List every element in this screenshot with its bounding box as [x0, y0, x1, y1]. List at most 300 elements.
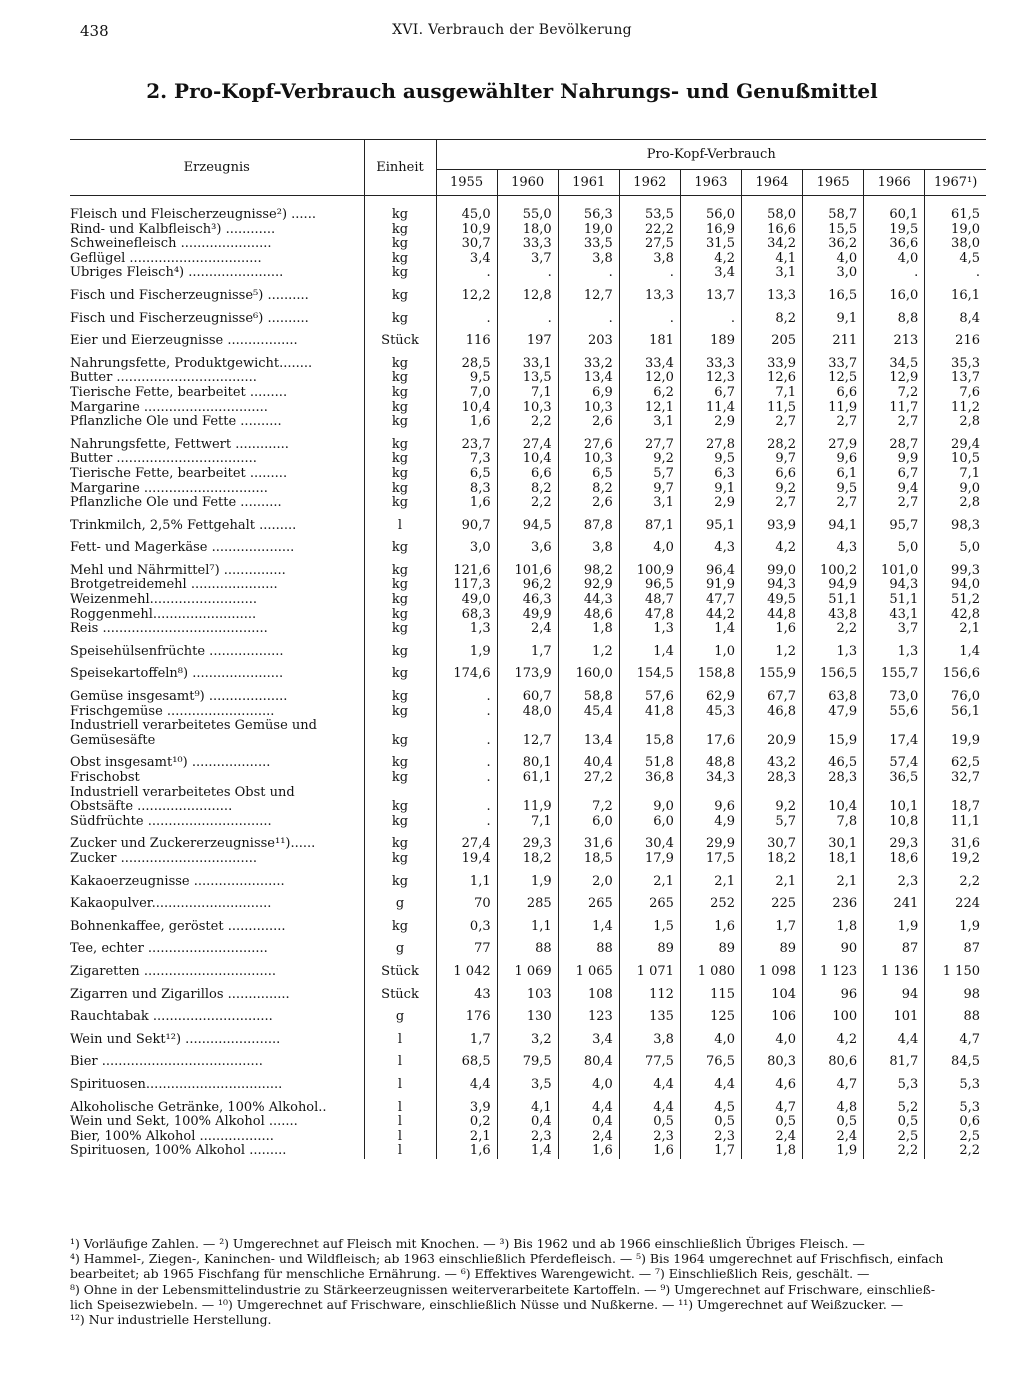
product-label: Pflanzliche Öle und Fette .......... [70, 496, 282, 511]
value-cell: 0,5 [803, 1115, 864, 1130]
value-cell: . [436, 800, 497, 815]
value-cell: 2,9 [680, 415, 741, 430]
value-cell: 62,5 [951, 755, 980, 771]
table-row [70, 1130, 986, 1145]
value-cell: . [558, 304, 619, 327]
product-label: Spirituosen................................. [70, 1076, 283, 1092]
value-cell: 1,5 [619, 912, 680, 935]
header-year: 1961 [558, 170, 619, 196]
value-cell: 92,9 [558, 578, 619, 593]
value-cell: 22,2 [619, 223, 680, 238]
product-label: Industriell verarbeitetes Gemüse und [70, 719, 317, 734]
value-cell: 1,4 [680, 622, 741, 637]
value-cell: 6,1 [803, 467, 864, 482]
value-cell: 94 [864, 980, 925, 1003]
value-cell: 55,6 [864, 705, 925, 720]
value-cell: 2,9 [680, 496, 741, 511]
value-cell: 116 [436, 326, 497, 349]
unit-cell [364, 719, 436, 734]
value-cell: 28,2 [741, 430, 802, 453]
value-cell: 36,6 [864, 237, 925, 252]
value-cell: 4,0 [558, 1070, 619, 1093]
value-cell: 94,9 [803, 578, 864, 593]
table-row [70, 371, 986, 386]
unit-cell: kg [364, 452, 436, 467]
value-cell: 10,4 [497, 452, 558, 467]
value-cell: 1,9 [497, 867, 558, 890]
table-row [70, 223, 986, 238]
value-cell: 28,7 [864, 430, 925, 453]
value-cell: 16,9 [680, 223, 741, 238]
value-cell: 18,1 [803, 852, 864, 867]
unit-cell: l [364, 1130, 436, 1145]
value-cell: 5,7 [619, 467, 680, 482]
table-row [70, 386, 986, 401]
value-cell: 58,8 [558, 682, 619, 705]
header-year: 1955 [436, 170, 497, 196]
product-label: Wein und Sekt¹²) ....................... [70, 1031, 281, 1047]
value-cell: 43 [436, 980, 497, 1003]
product-label: Margarine .............................. [70, 481, 268, 496]
product-label: Spirituosen, 100% Alkohol ......... [70, 1144, 287, 1159]
value-cell: 160,0 [558, 659, 619, 682]
unit-cell: kg [364, 608, 436, 623]
unit-cell: kg [364, 593, 436, 608]
value-cell: 15,8 [619, 734, 680, 749]
unit-cell: kg [364, 815, 436, 830]
value-cell: 5,0 [864, 533, 925, 556]
header-product: Erzeugnis [70, 140, 364, 196]
value-cell: 80,4 [558, 1047, 619, 1070]
value-cell: 1 069 [497, 957, 558, 980]
value-cell: 28,5 [436, 349, 497, 372]
value-cell: 12,7 [497, 734, 558, 749]
value-cell: 4,2 [803, 1025, 864, 1048]
unit-cell: g [364, 934, 436, 957]
value-cell: 3,4 [680, 266, 741, 281]
value-cell: 36,2 [803, 237, 864, 252]
value-cell: 34,2 [741, 237, 802, 252]
value-cell: 2,3 [864, 867, 925, 890]
product-label: Zucker ................................. [70, 851, 257, 866]
table-row [70, 815, 986, 830]
value-cell: 17,4 [864, 734, 925, 749]
product-label: Speisekartoffeln⁸) ...................... [70, 666, 284, 682]
value-cell: 94,0 [951, 578, 980, 593]
value-cell: 80,6 [803, 1047, 864, 1070]
product-label: Fisch und Fischerzeugnisse⁶) .......... [70, 310, 309, 326]
unit-cell: l [364, 1144, 436, 1159]
value-cell: 10,4 [803, 800, 864, 815]
footnote-line: ¹²) Nur industrielle Herstellung. [70, 1312, 272, 1328]
product-label: Bier ....................................... [70, 1054, 263, 1070]
value-cell: 13,7 [680, 281, 741, 304]
table-row [70, 771, 986, 786]
value-cell: 6,6 [497, 467, 558, 482]
value-cell: 4,2 [741, 533, 802, 556]
value-cell: 2,3 [619, 1130, 680, 1145]
product-label: Zucker und Zuckererzeugnisse¹¹)...... [70, 836, 316, 852]
product-label: Nahrungsfette, Produktgewicht........ [70, 355, 313, 371]
value-cell: 1,3 [436, 622, 497, 637]
value-cell: 1,6 [680, 912, 741, 935]
value-cell [558, 786, 619, 801]
product-label: Obst insgesamt¹⁰) ................... [70, 755, 271, 771]
value-cell: 101,6 [497, 556, 558, 579]
table-row [70, 934, 986, 957]
value-cell: 18,6 [864, 852, 925, 867]
value-cell: 43,1 [864, 608, 925, 623]
value-cell: 13,4 [558, 734, 619, 749]
product-label: Rauchtabak ............................. [70, 1009, 273, 1025]
value-cell: 44,3 [558, 593, 619, 608]
product-label: Tierische Fette, bearbeitet ......... [70, 466, 288, 481]
value-cell: 265 [619, 889, 680, 912]
value-cell: 3,4 [436, 252, 497, 267]
value-cell: 1 080 [680, 957, 741, 980]
value-cell: 3,7 [497, 252, 558, 267]
table-row [70, 1025, 986, 1048]
value-cell: 155,7 [864, 659, 925, 682]
table-row [70, 980, 986, 1003]
value-cell: 117,3 [436, 578, 497, 593]
value-cell: 57,4 [864, 748, 925, 771]
value-cell: 6,2 [619, 386, 680, 401]
value-cell: 7,1 [741, 386, 802, 401]
value-cell: 77 [436, 934, 497, 957]
value-cell: 44,8 [741, 608, 802, 623]
value-cell: 4,4 [864, 1025, 925, 1048]
table-row [70, 452, 986, 467]
unit-cell: kg [364, 852, 436, 867]
value-cell [925, 786, 986, 801]
product-label: Fett- und Magerkäse .................... [70, 540, 295, 556]
product-label: Obstsäfte ....................... [70, 800, 233, 815]
value-cell [864, 786, 925, 801]
value-cell: 15,5 [803, 223, 864, 238]
value-cell: 90,7 [436, 511, 497, 534]
value-cell: 10,9 [436, 223, 497, 238]
value-cell: 11,9 [803, 401, 864, 416]
value-cell: 3,1 [741, 266, 802, 281]
value-cell: 88 [963, 1009, 980, 1025]
value-cell: 4,1 [741, 252, 802, 267]
value-cell: . [436, 682, 497, 705]
value-cell: 12,9 [864, 371, 925, 386]
value-cell: 18,7 [951, 800, 980, 815]
value-cell: 181 [619, 326, 680, 349]
page-number: 438 [80, 22, 109, 40]
value-cell: 27,4 [497, 430, 558, 453]
value-cell: 87,8 [558, 511, 619, 534]
value-cell: 2,4 [558, 1130, 619, 1145]
value-cell: 51,8 [619, 748, 680, 771]
value-cell: 31,6 [558, 829, 619, 852]
value-cell: 2,7 [741, 496, 802, 511]
value-cell: 60,7 [497, 682, 558, 705]
value-cell: 1,8 [741, 1144, 802, 1159]
value-cell: 17,5 [680, 852, 741, 867]
value-cell: 33,7 [803, 349, 864, 372]
unit-cell: kg [364, 578, 436, 593]
value-cell: 252 [680, 889, 741, 912]
value-cell [680, 786, 741, 801]
value-cell: 27,2 [558, 771, 619, 786]
value-cell: 1 123 [803, 957, 864, 980]
value-cell: 51,2 [951, 593, 980, 608]
table-row [70, 734, 986, 749]
unit-cell: kg [364, 401, 436, 416]
value-cell: 19,0 [558, 223, 619, 238]
value-cell: 27,6 [558, 430, 619, 453]
value-cell: 44,2 [680, 608, 741, 623]
unit-cell: l [364, 511, 436, 534]
table-row [70, 252, 986, 267]
value-cell: 3,5 [497, 1070, 558, 1093]
value-cell: 98 [963, 986, 980, 1002]
unit-cell: kg [364, 415, 436, 430]
value-cell: 61,1 [497, 771, 558, 786]
header-year: 1963 [680, 170, 741, 196]
table-row [70, 1115, 986, 1130]
value-cell [803, 786, 864, 801]
value-cell: 19,0 [951, 222, 980, 237]
value-cell: 6,3 [680, 467, 741, 482]
value-cell: 112 [619, 980, 680, 1003]
value-cell: 51,1 [803, 593, 864, 608]
value-cell: 47,9 [803, 705, 864, 720]
value-cell: 1,4 [558, 912, 619, 935]
value-cell: 9,5 [436, 371, 497, 386]
value-cell: 0,5 [741, 1115, 802, 1130]
value-cell: 11,2 [951, 400, 980, 415]
value-cell: 23,7 [436, 430, 497, 453]
value-cell: 0,2 [436, 1115, 497, 1130]
value-cell: 3,8 [558, 252, 619, 267]
value-cell: 27,9 [803, 430, 864, 453]
value-cell: 10,8 [864, 815, 925, 830]
table-row [70, 682, 986, 705]
value-cell: 30,4 [619, 829, 680, 852]
table-row [70, 608, 986, 623]
value-cell: 100,9 [619, 556, 680, 579]
value-cell: 46,5 [803, 748, 864, 771]
value-cell: 33,4 [619, 349, 680, 372]
value-cell: 18,2 [741, 852, 802, 867]
value-cell: 2,1 [741, 867, 802, 890]
value-cell: 7,2 [864, 386, 925, 401]
value-cell: 5,0 [959, 540, 980, 556]
value-cell: 80,1 [497, 748, 558, 771]
value-cell: 13,3 [619, 281, 680, 304]
value-cell: 94,5 [497, 511, 558, 534]
product-label: Roggenmehl......................... [70, 607, 257, 622]
table-row [70, 637, 986, 660]
unit-cell: kg [364, 237, 436, 252]
value-cell: 1,2 [558, 637, 619, 660]
value-cell: 20,9 [741, 734, 802, 749]
product-label: Alkoholische Getränke, 100% Alkohol.. [70, 1099, 327, 1115]
value-cell: 155,9 [741, 659, 802, 682]
value-cell: 53,5 [619, 196, 680, 223]
unit-cell: l [364, 1070, 436, 1093]
value-cell: 6,6 [803, 386, 864, 401]
unit-cell: Stück [364, 980, 436, 1003]
unit-cell: kg [364, 705, 436, 720]
value-cell: 45,4 [558, 705, 619, 720]
value-cell: 7,8 [803, 815, 864, 830]
product-label: Frischgemüse .......................... [70, 704, 275, 719]
value-cell: 27,7 [619, 430, 680, 453]
value-cell: 16,1 [951, 287, 980, 303]
value-cell: 33,1 [497, 349, 558, 372]
footnotes [70, 1236, 986, 1327]
table-row [70, 912, 986, 935]
unit-cell: kg [364, 304, 436, 327]
value-cell: 2,2 [497, 496, 558, 511]
product-label: Pflanzliche Öle und Fette .......... [70, 415, 282, 430]
value-cell: 98,3 [951, 517, 980, 533]
value-cell: 2,6 [558, 415, 619, 430]
value-cell: 19,4 [436, 852, 497, 867]
header-group: Pro-Kopf-Verbrauch [436, 140, 986, 170]
value-cell: 8,8 [864, 304, 925, 327]
value-cell: 33,2 [558, 349, 619, 372]
product-label: Fisch und Fischerzeugnisse⁵) .......... [70, 287, 309, 303]
footnote-line: bearbeitet; ab 1965 Fischfang für menschliche Ernährung. — ⁶) Effektives Warengewicht. — ⁷) Einschließlich Reis, geschält. — [70, 1266, 870, 1282]
product-label: Trinkmilch, 2,5% Fettgehalt ......... [70, 517, 297, 533]
value-cell: 49,5 [741, 593, 802, 608]
value-cell: . [436, 734, 497, 749]
value-cell: 9,0 [619, 800, 680, 815]
value-cell: . [864, 266, 925, 281]
value-cell: 16,0 [864, 281, 925, 304]
value-cell: 6,6 [741, 467, 802, 482]
value-cell: 1,3 [619, 622, 680, 637]
value-cell: . [436, 304, 497, 327]
value-cell: 2,1 [436, 1130, 497, 1145]
value-cell: 28,3 [741, 771, 802, 786]
value-cell: 10,1 [864, 800, 925, 815]
unit-cell: kg [364, 482, 436, 497]
value-cell: 3,4 [558, 1025, 619, 1048]
value-cell: 77,5 [619, 1047, 680, 1070]
value-cell: 30,7 [436, 237, 497, 252]
unit-cell: kg [364, 867, 436, 890]
value-cell: 1,8 [558, 622, 619, 637]
unit-cell: kg [364, 196, 436, 223]
value-cell [741, 719, 802, 734]
table-row [70, 593, 986, 608]
value-cell: 88 [558, 934, 619, 957]
value-cell: 47,7 [680, 593, 741, 608]
table-row [70, 786, 986, 801]
value-cell: 1,3 [864, 637, 925, 660]
value-cell: 33,9 [741, 349, 802, 372]
value-cell: 62,9 [680, 682, 741, 705]
unit-cell: kg [364, 349, 436, 372]
value-cell: 47,8 [619, 608, 680, 623]
value-cell: 213 [864, 326, 925, 349]
value-cell: 29,3 [864, 829, 925, 852]
table-row [70, 511, 986, 534]
value-cell: 203 [558, 326, 619, 349]
value-cell: 12,2 [436, 281, 497, 304]
value-cell: 12,3 [680, 371, 741, 386]
value-cell: 225 [741, 889, 802, 912]
value-cell: 63,8 [803, 682, 864, 705]
value-cell: 224 [955, 896, 980, 912]
header-year: 1960 [497, 170, 558, 196]
value-cell: 1,0 [680, 637, 741, 660]
table-row [70, 705, 986, 720]
product-label: Rind- und Kalbfleisch³) ............ [70, 222, 276, 237]
value-cell: 211 [803, 326, 864, 349]
value-cell: 31,5 [680, 237, 741, 252]
value-cell: 90 [803, 934, 864, 957]
value-cell: 48,7 [619, 593, 680, 608]
value-cell: 4,3 [803, 533, 864, 556]
value-cell: 156,5 [803, 659, 864, 682]
value-cell: 57,6 [619, 682, 680, 705]
value-cell: 4,2 [680, 252, 741, 267]
unit-cell: kg [364, 252, 436, 267]
value-cell: 3,7 [864, 622, 925, 637]
value-cell: 2,1 [680, 867, 741, 890]
value-cell: 33,3 [497, 237, 558, 252]
table-row [70, 659, 986, 682]
table-row [70, 867, 986, 890]
value-cell: 10,5 [951, 452, 980, 467]
unit-cell: l [364, 1093, 436, 1116]
value-cell: 79,5 [497, 1047, 558, 1070]
product-label: Bohnenkaffee, geröstet .............. [70, 918, 286, 934]
value-cell: 5,3 [959, 1076, 980, 1092]
header-year: 1966 [864, 170, 925, 196]
value-cell: 12,8 [497, 281, 558, 304]
value-cell: 84,5 [951, 1054, 980, 1070]
value-cell [619, 786, 680, 801]
value-cell: 89 [680, 934, 741, 957]
value-cell: 1,6 [436, 415, 497, 430]
unit-cell: kg [364, 467, 436, 482]
value-cell: 5,3 [959, 1099, 980, 1115]
value-cell: 35,3 [951, 355, 980, 371]
value-cell: 96,5 [619, 578, 680, 593]
value-cell: 100 [803, 1002, 864, 1025]
value-cell: 3,2 [497, 1025, 558, 1048]
unit-cell: g [364, 889, 436, 912]
value-cell [619, 719, 680, 734]
value-cell: 16,6 [741, 223, 802, 238]
value-cell: 265 [558, 889, 619, 912]
value-cell: . [436, 705, 497, 720]
value-cell: 2,4 [497, 622, 558, 637]
value-cell: 2,6 [558, 496, 619, 511]
table-row [70, 237, 986, 252]
header-year: 1962 [619, 170, 680, 196]
value-cell: 58,0 [741, 196, 802, 223]
unit-cell: kg [364, 223, 436, 238]
value-cell: 13,7 [951, 371, 980, 386]
value-cell: 1,9 [864, 912, 925, 935]
value-cell: 8,2 [497, 482, 558, 497]
value-cell: 33,5 [558, 237, 619, 252]
value-cell: 6,9 [558, 386, 619, 401]
value-cell: 96 [803, 980, 864, 1003]
value-cell: 189 [680, 326, 741, 349]
value-cell: 1,1 [497, 912, 558, 935]
